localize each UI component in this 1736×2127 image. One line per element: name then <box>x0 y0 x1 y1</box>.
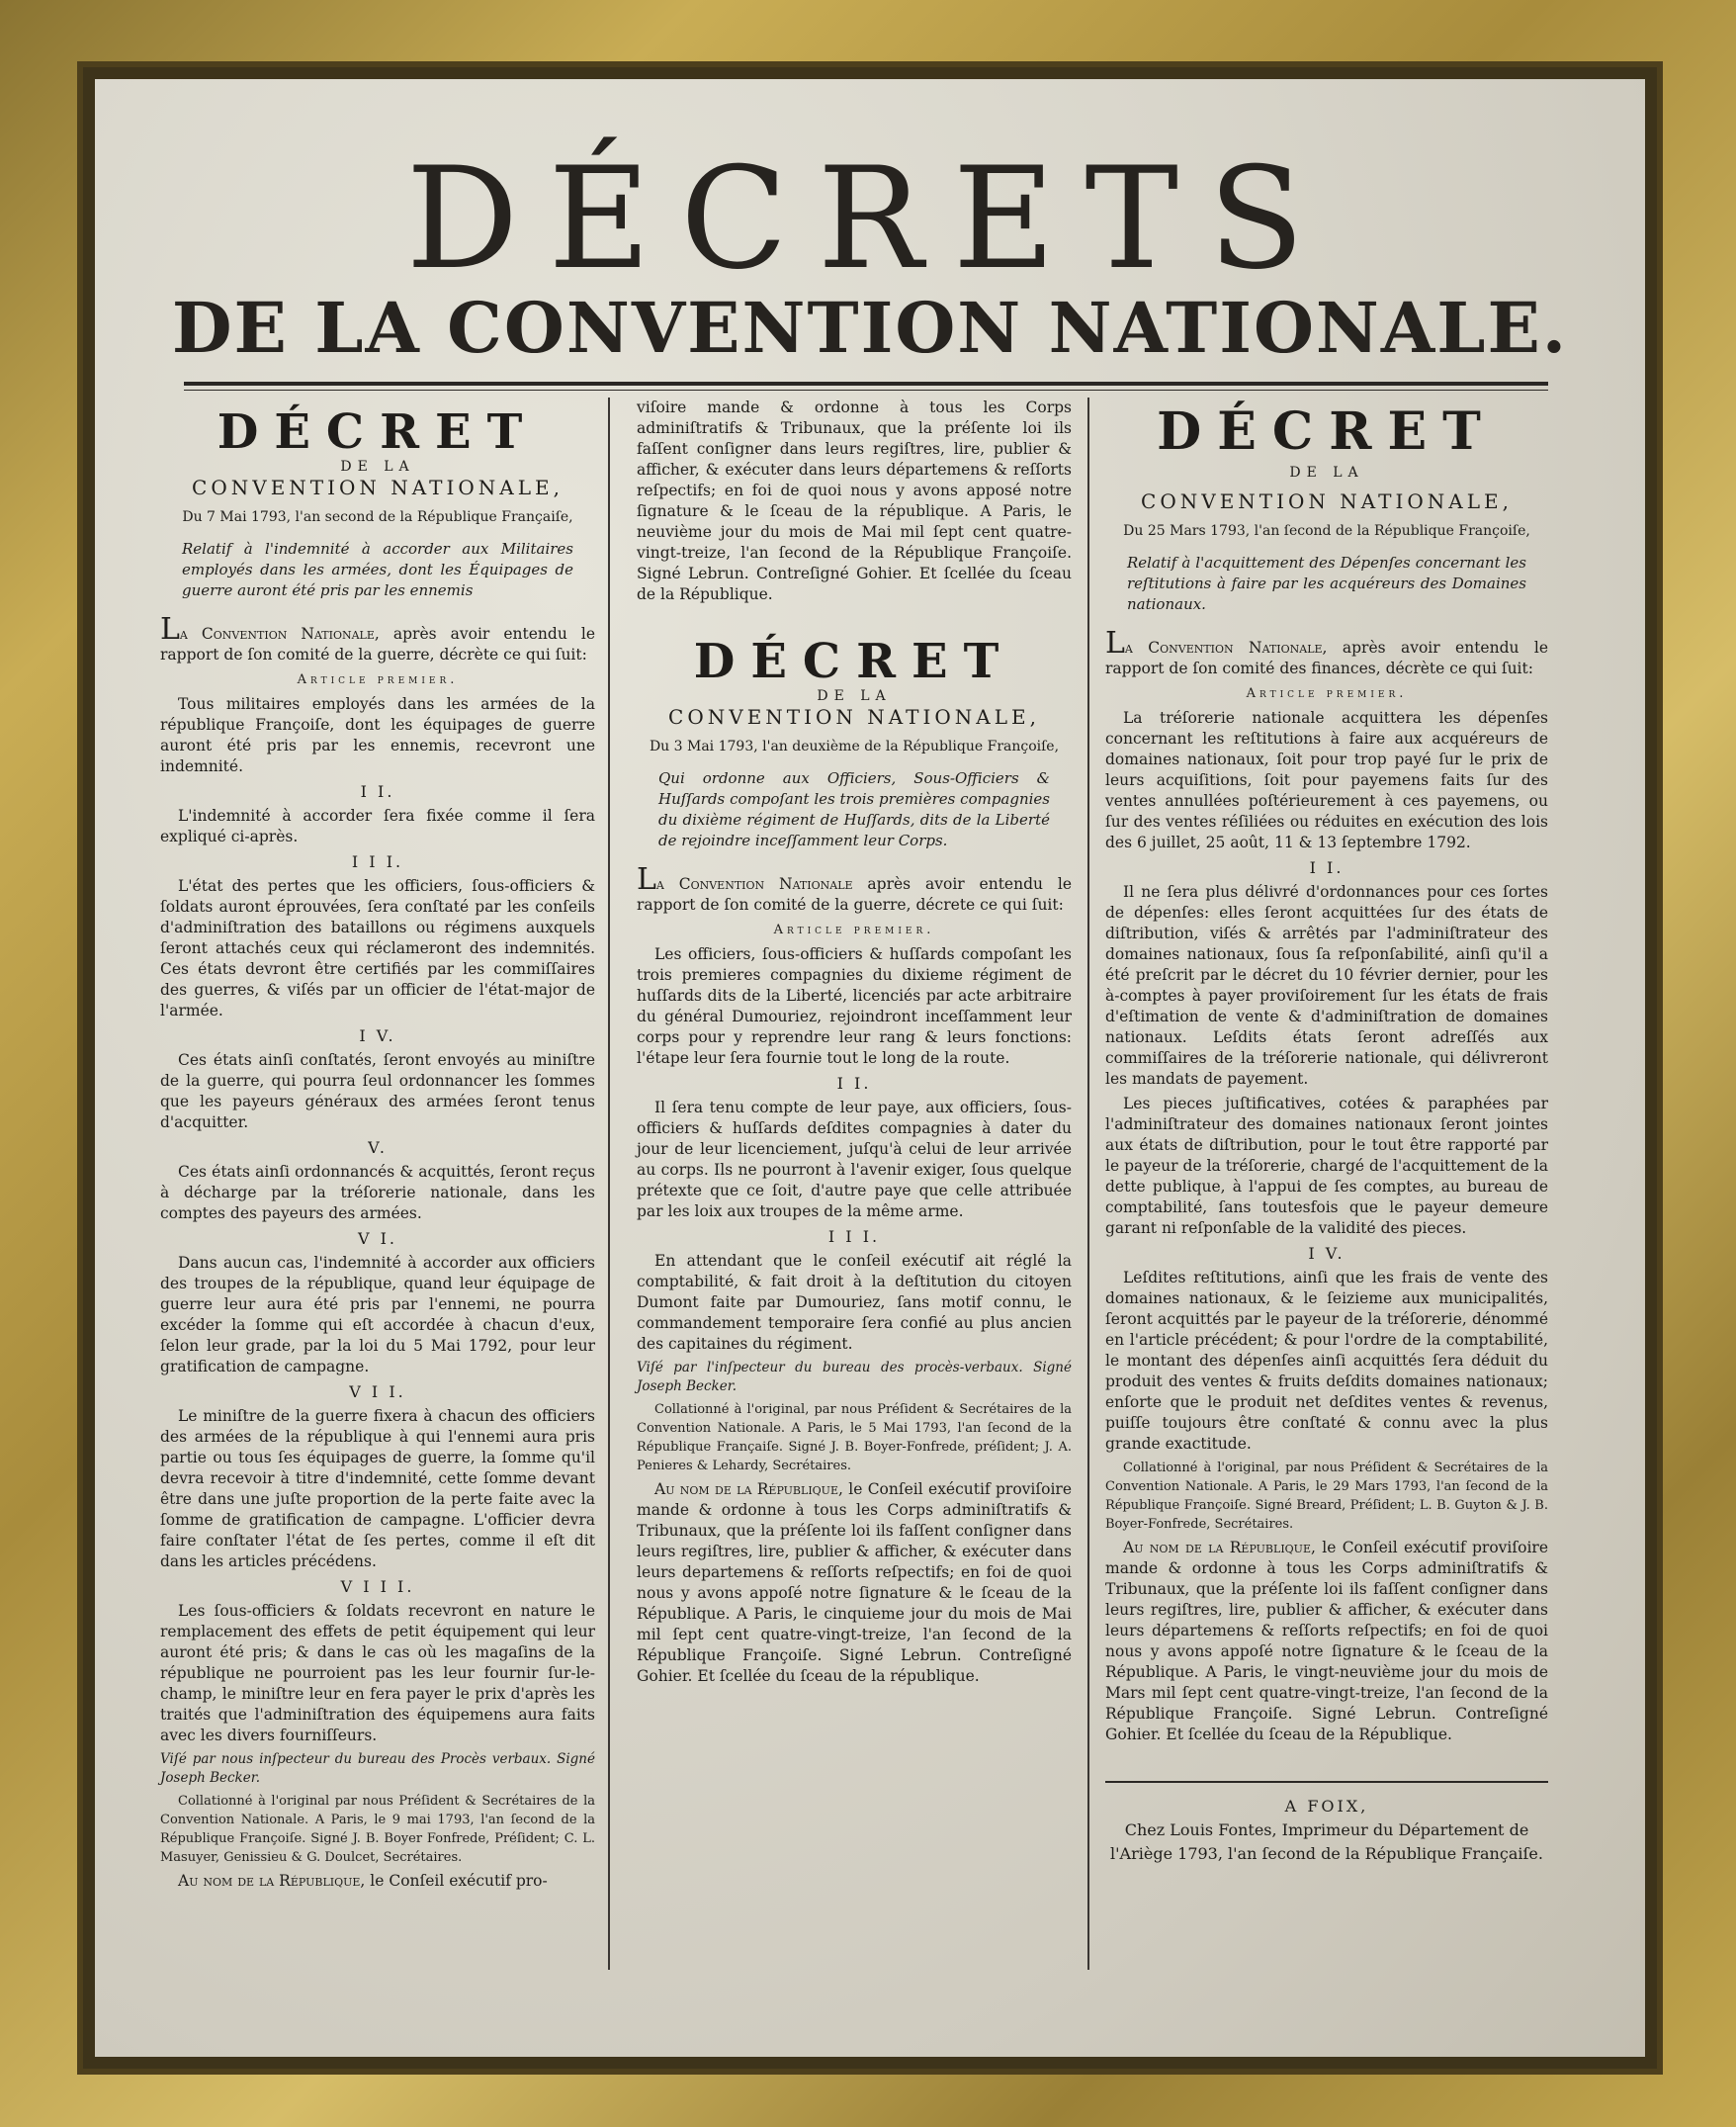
decree-subject: Qui ordonne aux Officiers, Sous-Officiers & Huſſards compoſant les trois premières compagnies du dixième régiment de Huſſards, dits de la Liberté de rejoindre inceſſamment leur Corps. <box>658 769 1050 849</box>
article-text: La tréſorerie nationale acquittera les dépenſes concernant les reſtitutions à faire aux acquéreurs de domaines nationaux, ſoit pour trop payé ſur le prix de leurs acquiſitions, ſoit pour payemens faits ſur des ventes annullées poſtérieurement à ces payemens, ou ſur des ventes réſiliées ou réduites en exécution des lois des 6 juillet, 25 août, 11 & 13 ſeptembre 1792. <box>1105 709 1548 851</box>
article-text: Le miniſtre de la guerre fixera à chacun des officiers des armées de la république à qui l'ennemi aura pris partie ou tous ſes équipages de guerre, la ſomme qu'il devra recevoir à titre d'indemnité, cette ſomme devant être dans une juſte proportion de la perte faite avec la ſomme de gratification de campagne. L'officier devra faire conſtater l'état de ſes pertes, comme il eſt dit dans les articles précédens. <box>160 1407 595 1570</box>
article-number: I I. <box>1309 858 1345 877</box>
article-text: Il ne ſera plus délivré d'ordonnances pour ces ſortes de dépenſes: elles ſeront acquittées ſur des états de diſtribution, viſés & arrêtés par l'adminiſtrateur des domaines nationaux, ſous ſa reſponſabilité, ainſi qu'il a été preſcrit par le décret du 10 février dernier, pour les à-comptes à payer proviſoirement ſur les états de frais d'eſtimation de vente & d'adminiſtration de domaines nationaux. Leſdits états ſeront adreſſés aux commiſſaires de la tréſorerie nationale, qui délivreront les mandats de payement. <box>1105 883 1548 1088</box>
decree-subject: Relatif à l'indemnité à accorder aux Militaires employés dans les armées, dont les Équipages de guerre auront été pris par les ennemis <box>182 540 573 599</box>
article-number: I I I. <box>351 852 404 871</box>
column-separator-2 <box>1087 398 1089 1970</box>
article-text: Les officiers, ſous-officiers & huſſards compoſant les trois premieres compagnies du dixieme régiment de huſſards dits de la Liberté, licenciés par acte arbitraire du général Dumouriez, rejoindront inceſſamment leur corps pour y reprendre leur rang & leurs fonctions: l'étape leur ſera fournie tout le long de la route. <box>637 945 1072 1067</box>
decree-de-la: DE LA <box>1289 465 1364 481</box>
column-decree-7-mai <box>160 398 595 1896</box>
decree-convention: CONVENTION NATIONALE, <box>668 705 1040 729</box>
article-text: Tous militaires employés dans les armées de la république Françoiſe, dont les équipages de guerre auront été pris par les ennemis, recevront une indemnité. <box>160 695 595 775</box>
executive-order: Au nom de la République, le Conſeil exécutif proviſoire mande & ordonne à tous les Corps adminiſtratifs & Tribunaux, que la préſente loi ils faſſent conſigner dans leurs regiſtres, lire, publier & afficher, & exécuter dans leurs departemens & reſſorts reſpectifs; en foi de quoi nous y avons appoſé notre ſignature & le ſceau de la République. A Paris, le cinquieme jour du mois de Mai mil ſept cent quatre-vingt-treize, l'an ſecond de la République Françoiſe. Signé Lebrun. Contreſigné Gohier. Et ſcellée du ſceau de la république. <box>637 1480 1072 1685</box>
continued-order: viſoire mande & ordonne à tous les Corps adminiſtratifs & Tribunaux, que la préſente loi ils faſſent conſigner dans leurs regiſtres, lire, publier & afficher, & exécuter dans leurs départemens & reſſorts reſpectifs; en foi de quoi nous y avons apposé notre ſignature & le ſceau de la république. A Paris, le neuvième jour du mois de Mai mil ſept cent quatre-vingt-treize, l'an ſecond de la République Françoiſe. Signé Lebrun. Contreſigné Gohier. Et ſcellée du ſceau de la République. <box>637 399 1072 603</box>
decree-title: DÉCRET <box>693 634 1015 689</box>
collation-note: Collationné à l'original, par nous Préſident & Secrétaires de la Convention Nationale. A Paris, le 5 Mai 1793, l'an ſecond de la République Françaiſe. Signé J. B. Boyer-Fonfrede, préſident; J. A. Penieres & Lehardy, Secrétaires. <box>637 1402 1072 1473</box>
executive-order: Au nom de la République, le Conſeil exécutif proviſoire mande & ordonne à tous les Corps adminiſtratifs & Tribunaux, que la préſente loi ils faſſent conſigner dans leurs regiſtres, lire, publier & afficher, & exécuter dans leurs départemens & reſſorts reſpectifs; en foi de quoi nous y avons appoſé notre ſignature & le ſceau de la République. A Paris, le vingt-neuvième jour du mois de Mars mil ſept cent quatre-vingt-treize, l'an ſecond de la République Françoiſe. Signé Lebrun. Contreſigné Gohier. Et ſcellée du ſceau de la République. <box>1105 1539 1548 1743</box>
decree-date: Du 3 Mai 1793, l'an deuxième de la République Françoiſe, <box>649 739 1060 754</box>
collation-note: Collationné à l'original, par nous Préſident & Secrétaires de la Convention Nationale. A Paris, le 29 Mars 1793, l'an ſecond de la République Françoiſe. Signé Breard, Préſident; L. B. Guyton & J. B. Boyer-Fonfrede, Secrétaires. <box>1105 1461 1548 1532</box>
header-rule-thin <box>184 390 1548 391</box>
article-text: L'état des pertes que les officiers, ſous-officiers & ſoldats auront éprouvées, ſera conſtaté par les conſeils d'adminiſtration des bataillons ou régimens auxquels ſeront attachés ceux qui réclameront des indemnités. Ces états devront être certifiés par les commiſſaires des guerres, & viſés par un officier de l'état-major de l'armée. <box>160 877 595 1019</box>
decree-subject: Relatif à l'acquittement des Dépenſes concernant les reſtitutions à faire par les acquéreurs des Domaines nationaux. <box>1127 554 1526 613</box>
article-text: Les pieces juſtificatives, cotées & paraphées par l'adminiſtrateur des domaines nationaux ſeront jointes aux états de diſtribution, pour le tout être rapporté par le payeur de la tréſorerie, chargé de l'acquittement de la dette publique, à l'appui de ſes comptes, au bureau de comptabilité, ſans toutesfois que le payeur demeure garant ni reſponſable de la validité des pieces. <box>1105 1095 1548 1237</box>
inspector-visa: Viſé par nous inſpecteur du bureau des Procès verbaux. Signé Joseph Becker. <box>160 1751 595 1786</box>
article-number: I I. <box>360 782 395 801</box>
column-decree-25-mars <box>1105 398 1548 1866</box>
drop-capital: L <box>637 862 656 897</box>
article-number: I I. <box>836 1074 872 1093</box>
article-text: En attendant que le conſeil exécutif ait réglé la comptabilité, & fait droit à la deſtitution du citoyen Dumont faite par Dumouriez, ſans motif connu, le commandement temporaire ſera confié au plus ancien des capitaines du régiment. <box>637 1252 1072 1353</box>
decree-preamble: La Convention Nationale, après avoir entendu le rapport de ſon comité des finances, décrète ce qui ſuit: <box>1105 626 1548 677</box>
broadside-paper <box>95 79 1645 2057</box>
article-number: I I I. <box>827 1227 881 1246</box>
article-text: Ces états ainſi ordonnancés & acquittés, ſeront reçus à décharge par la tréſorerie nationale, dans les comptes des payeurs des armées. <box>160 1163 595 1222</box>
article-heading: Article premier. <box>773 923 935 937</box>
article-text: Les ſous-officiers & ſoldats recevront en nature le remplacement des effets de petit équipement qui leur auront été pris; & dans le cas où les magaſins de la république ne pourroient pas les leur fournir ſur-le-champ, le miniſtre leur en fera payer le prix d'après les traités que l'adminiſtration des équipemens aura faits avec les divers fourniſſeurs. <box>160 1602 595 1744</box>
decree-convention: CONVENTION NATIONALE, <box>1141 489 1513 513</box>
article-number: I V. <box>1308 1244 1345 1263</box>
decree-title: DÉCRET <box>217 404 539 460</box>
decree-preamble: La Convention Nationale, après avoir entendu le rapport de ſon comité de la guerre, décrète ce qui ſuit: <box>160 612 595 664</box>
decree-date: Du 25 Mars 1793, l'an ſecond de la République Françoiſe, <box>1123 523 1530 539</box>
column-separator-1 <box>608 398 610 1970</box>
decree-de-la: DE LA <box>817 688 892 704</box>
collation-note: Collationné à l'original par nous Préſident & Secrétaires de la Convention Nationale. A Paris, le 9 mai 1793, l'an ſecond de la République Françoiſe. Signé J. B. Boyer Fonfrede, Préſident; C. L. Masuyer, Genissieu & G. Doulcet, Secrétaires. <box>160 1794 595 1865</box>
column-decree-3-mai <box>637 398 1072 1691</box>
article-number: V I I. <box>349 1382 406 1401</box>
decree-convention: CONVENTION NATIONALE, <box>192 476 564 499</box>
article-heading: Article premier. <box>1246 686 1408 701</box>
article-heading: Article premier. <box>297 672 459 687</box>
article-text: Dans aucun cas, l'indemnité à accorder aux officiers des troupes de la république, quand leur équipage de guerre leur aura été pris par l'ennemi, ne pourra excéder la ſomme qui eſt accordée à chacun d'eux, ſelon leur grade, par la loi du 5 Mai 1792, pour leur gratification de campagne. <box>160 1254 595 1375</box>
imprint-rule <box>1105 1781 1548 1783</box>
main-title: DÉCRETS <box>405 137 1335 301</box>
article-text: Leſdites reſtitutions, ainſi que les frais de vente des domaines nationaux, & le ſeizieme aux municipalités, ſeront acquittés par le payeur de la tréſorerie, dénommé en l'article précédent; & pour l'ordre de la comptabilité, le montant des dépenſes ainſi acquittés ſera déduit du produit des ventes & fruits deſdits domaines nationaux; enſorte que le produit net deſdites ventes & revenus, puiſſe toujours être conſtaté & connu avec la plus grande exactitude. <box>1105 1269 1548 1453</box>
article-number: V I. <box>357 1229 398 1248</box>
article-text: L'indemnité à accorder ſera fixée comme il ſera expliqué ci-après. <box>160 807 595 845</box>
header-rule-thick <box>184 382 1548 386</box>
imprint-printer: Chez Louis Fontes, Imprimeur du Département de l'Ariège 1793, l'an ſecond de la République Françaiſe. <box>1110 1820 1543 1863</box>
decree-de-la: DE LA <box>340 459 415 475</box>
inspector-visa: Viſé par l'inſpecteur du bureau des procès-verbaux. Signé Joseph Becker. <box>637 1360 1072 1394</box>
executive-order: Au nom de la République, le Conſeil exécutif pro- <box>178 1872 548 1890</box>
main-subtitle: DE LA CONVENTION NATIONALE. <box>171 287 1569 369</box>
article-number: I V. <box>359 1026 396 1045</box>
article-text: Ces états ainſi conſtatés, ſeront envoyés au miniſtre de la guerre, qui pourra ſeul ordonnancer les ſommes que les payeurs généraux des armées ſeront tenus d'acquitter. <box>160 1051 595 1131</box>
decree-preamble: La Convention Nationale après avoir entendu le rapport de ſon comité de la guerre, décrete ce qui ſuit: <box>637 862 1072 914</box>
drop-capital: L <box>1105 626 1125 661</box>
decree-date: Du 7 Mai 1793, l'an second de la République Françaiſe, <box>182 509 573 525</box>
article-number: V I I I. <box>340 1577 415 1596</box>
imprint-city: A FOIX, <box>1284 1797 1369 1816</box>
article-number: V. <box>368 1138 388 1157</box>
decree-title: DÉCRET <box>1157 401 1497 462</box>
drop-capital: L <box>160 612 180 647</box>
article-text: Il ſera tenu compte de leur paye, aux officiers, ſous-officiers & huſſards deſdites compagnies à dater du jour de leur licenciement, juſqu'à celui de leur arrivée au corps. Ils ne pourront à l'avenir exiger, ſous quelque prétexte que ce ſoit, d'autre paye que celle attribuée par les loix aux troupes de la même arme. <box>637 1099 1072 1220</box>
